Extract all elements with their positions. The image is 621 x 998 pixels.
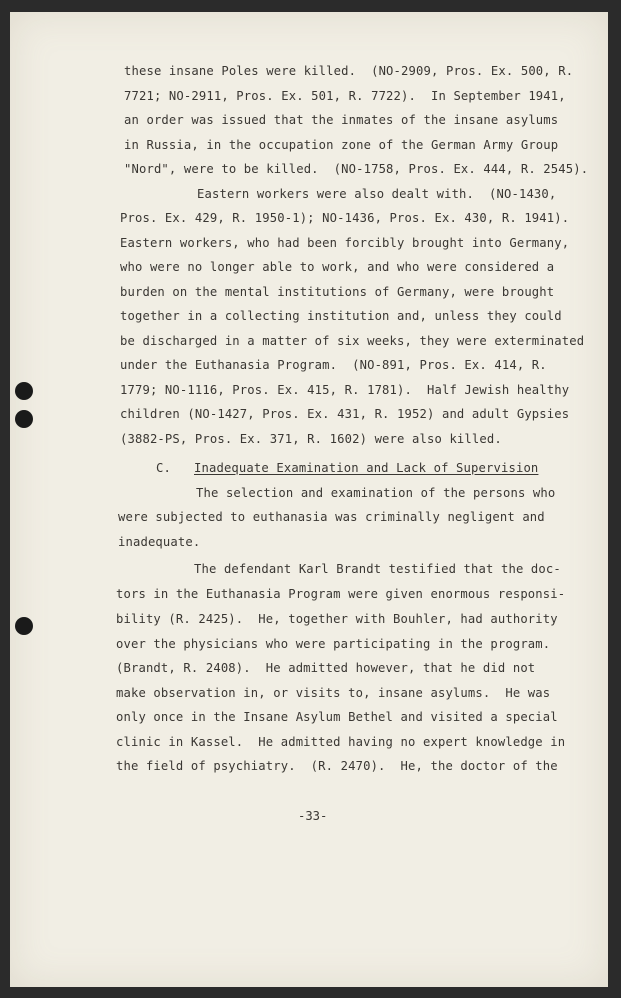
- text-line: (Brandt, R. 2408). He admitted however, that he did not: [116, 661, 536, 675]
- text-line: who were no longer able to work, and who were considered a: [120, 260, 555, 274]
- text-line: Pros. Ex. 429, R. 1950-1); NO-1436, Pros. Ex. 430, R. 1941).: [120, 211, 570, 225]
- page-number: -33-: [298, 809, 328, 823]
- section-heading: Inadequate Examination and Lack of Supervision: [194, 461, 539, 475]
- text-line: "Nord", were to be killed. (NO-1758, Pros. Ex. 444, R. 2545).: [124, 162, 589, 176]
- text-line: be discharged in a matter of six weeks, they were exterminated: [120, 334, 585, 348]
- section-letter: C.: [156, 461, 171, 475]
- text-line: (3882-PS, Pros. Ex. 371, R. 1602) were also killed.: [120, 432, 502, 446]
- text-line: together in a collecting institution and, unless they could: [120, 309, 562, 323]
- text-line: these insane Poles were killed. (NO-2909, Pros. Ex. 500, R.: [124, 64, 574, 78]
- text-line: burden on the mental institutions of Germany, were brought: [120, 285, 555, 299]
- punch-hole: [15, 410, 33, 428]
- text-line: under the Euthanasia Program. (NO-891, Pros. Ex. 414, R.: [120, 358, 547, 372]
- document-page: [10, 12, 608, 987]
- text-line: The defendant Karl Brandt testified that the doc-: [194, 562, 561, 576]
- text-line: an order was issued that the inmates of the insane asylums: [124, 113, 559, 127]
- punch-hole: [15, 382, 33, 400]
- text-line: inadequate.: [118, 535, 201, 549]
- text-line: were subjected to euthanasia was criminally negligent and: [118, 510, 545, 524]
- text-line: the field of psychiatry. (R. 2470). He, the doctor of the: [116, 759, 558, 773]
- text-line: in Russia, in the occupation zone of the German Army Group: [124, 138, 559, 152]
- text-line: The selection and examination of the persons who: [196, 486, 556, 500]
- text-line: make observation in, or visits to, insane asylums. He was: [116, 686, 551, 700]
- text-line: 1779; NO-1116, Pros. Ex. 415, R. 1781). Half Jewish healthy: [120, 383, 570, 397]
- text-line: tors in the Euthanasia Program were given enormous responsi-: [116, 587, 566, 601]
- text-line: children (NO-1427, Pros. Ex. 431, R. 1952) and adult Gypsies: [120, 407, 570, 421]
- punch-hole: [15, 617, 33, 635]
- text-line: Eastern workers were also dealt with. (NO-1430,: [197, 187, 557, 201]
- text-line: over the physicians who were participating in the program.: [116, 637, 551, 651]
- text-line: Eastern workers, who had been forcibly brought into Germany,: [120, 236, 570, 250]
- text-line: bility (R. 2425). He, together with Bouhler, had authority: [116, 612, 558, 626]
- text-line: only once in the Insane Asylum Bethel and visited a special: [116, 710, 558, 724]
- text-line: 7721; NO-2911, Pros. Ex. 501, R. 7722). In September 1941,: [124, 89, 566, 103]
- text-line: clinic in Kassel. He admitted having no expert knowledge in: [116, 735, 566, 749]
